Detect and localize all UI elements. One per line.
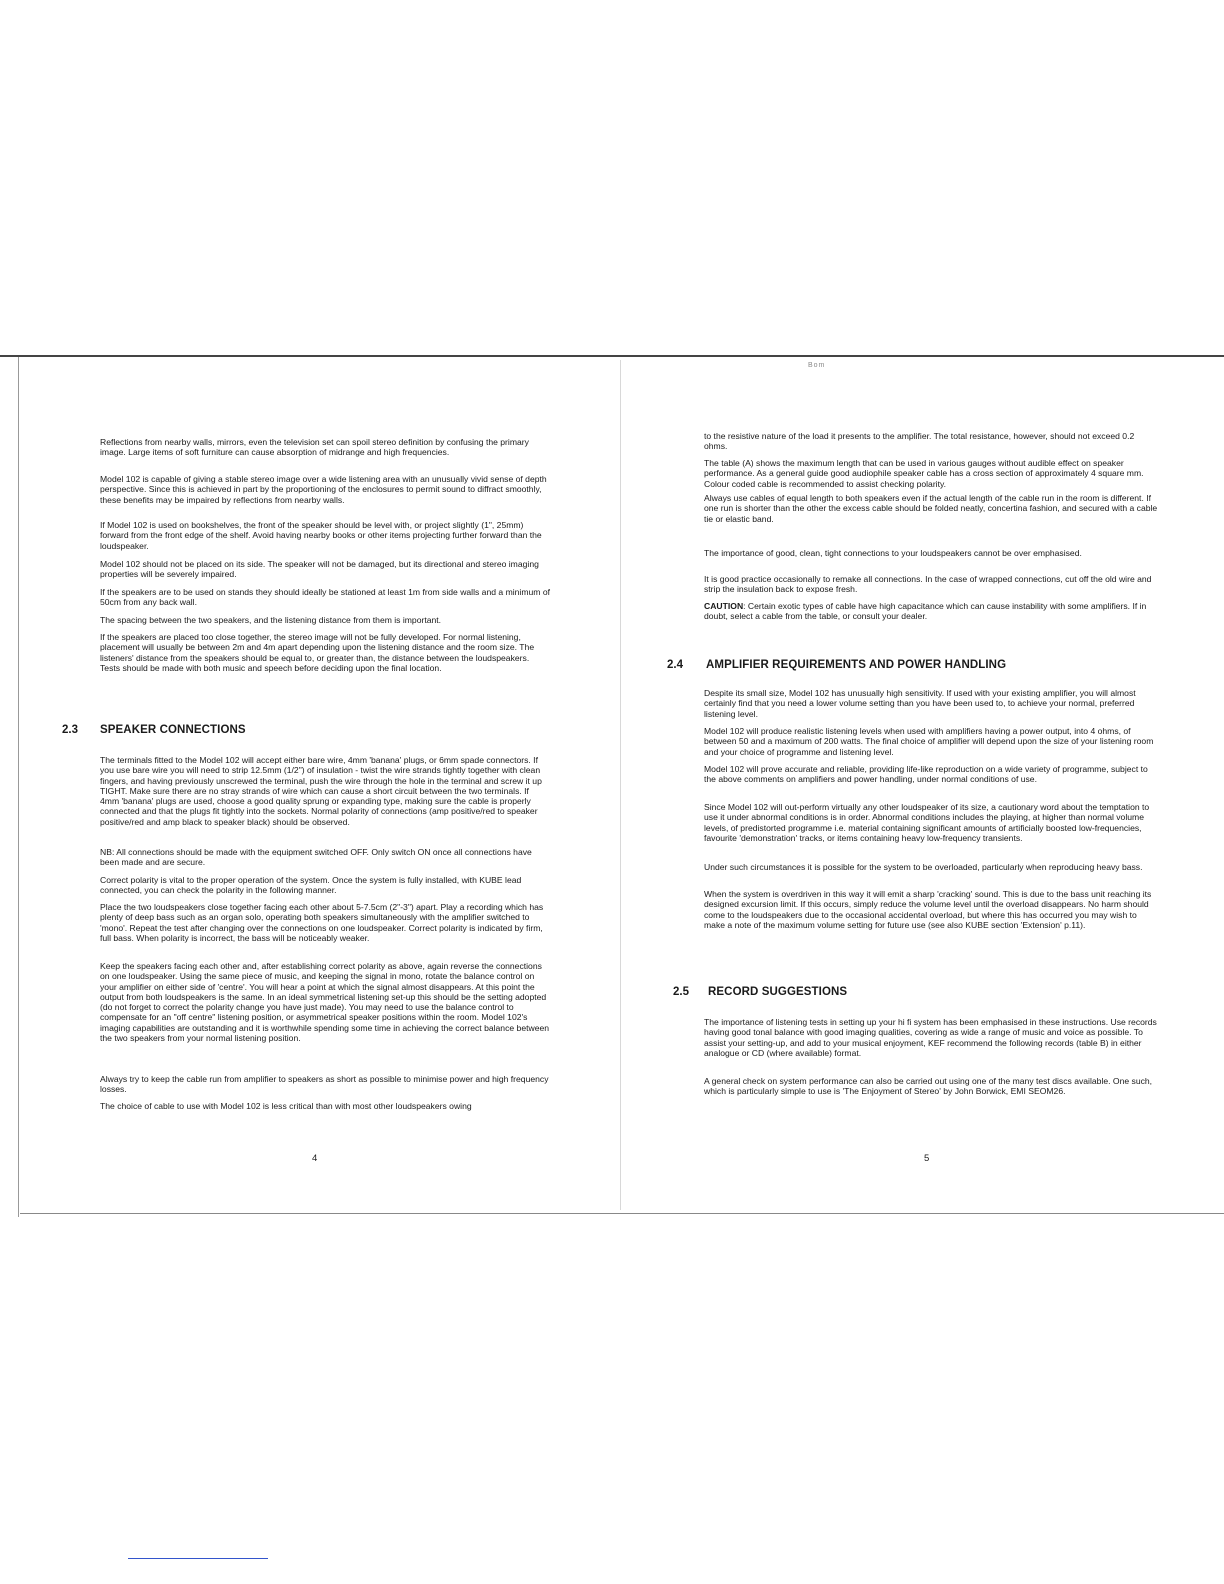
caution-label: CAUTION (704, 601, 744, 611)
paragraph-terminals: The terminals fitted to the Model 102 will accept either bare wire, 4mm 'banana' plugs, or 6mm spade connectors. If you use bare wire you will need to strip 12.5mm (1/2") of insulation - twist the wire strands tightly together with clean fingers, and having previously unscrewed the terminal, push the wire through the hole in the terminal and screw it up TIGHT. Make sure there are no stray strands of wire which can cause a short circuit between the two terminals. If 4mm 'banana' plugs are used, choose a good quality sprung or expanding type, making sure the cable is properly connected and that the plugs fit tightly into the sockets. Normal polarity of connections (amp positive/red to speaker positive/red and amp black to speaker black) should be observed. (100, 755, 542, 827)
section-number-2-5: 2.5 (673, 986, 689, 998)
paragraph-balance: Keep the speakers facing each other and, after establishing correct polarity as above, again reverse the connections on one loudspeaker. Using the same piece of music, and keeping the signal in mono, rotate the balance control on your amplifier on either side of 'centre'. You will hear a point at which the signal almost disappears. At this point the output from both loudspeakers is the same. In an ideal symmetrical listening set-up this should be the setting adopted (do not forget to correct the polarity change you have just made). You may need to use the balance control to compensate for an "off centre" listening position, or asymmetrical speaker positions within the room. Model 102's imaging capabilities are outstanding and it is worthwhile spending some time in achieving the correct balance between the two speakers from your normal listening position. (100, 961, 550, 1044)
paragraph-spacing: The spacing between the two speakers, and the listening distance from them is important. (100, 615, 442, 625)
paragraph-cable-run: Always try to keep the cable run from amplifier to speakers as short as possible to minimise power and high frequency losses. (100, 1074, 549, 1095)
paragraph-too-close: If the speakers are placed too close together, the stereo image will not be fully developed. For normal listening, placement will usually be between 2m and 4m apart depending upon the listening distance and the room size. The listeners' distance from the speakers should be equal to, or greater than, the distance between the loudspeakers. Tests should be made with both music and speech before deciding upon the final location. (100, 632, 535, 673)
section-title-amplifier-requirements: AMPLIFIER REQUIREMENTS AND POWER HANDLING (706, 659, 1007, 671)
paragraph-side-placement: Model 102 should not be placed on its side. The speaker will not be damaged, but its directional and stereo imaging properties will be severely impaired. (100, 559, 539, 580)
page-number-right: 5 (924, 1153, 930, 1164)
paragraph-overdriven: When the system is overdriven in this way it will emit a sharp 'cracking' sound. This is due to the bass unit reaching its designed excursion limit. If this occurs, simply reduce the volume level until the overload disappears. No harm should come to the loudspeakers due to the occasional accidental overload, but where this has occurred you may wish to make a note of the maximum volume setting for future use (see also KUBE section 'Extension' p.11). (704, 889, 1152, 930)
paragraph-table-a: The table (A) shows the maximum length that can be used in various gauges without audible effect on speaker performance. As a general guide good audiophile speaker cable has a cross section of approximately 4 square mm. Colour coded cable is recommended to assist checking polarity. (704, 458, 1144, 489)
footer-line (128, 1558, 268, 1559)
paragraph-test-discs: A general check on system performance can also be carried out using one of the many test discs available. One such, which is particularly simple to use is 'The Enjoyment of Stereo' by John Borwick, EMI SEOM26. (704, 1076, 1153, 1097)
paragraph-listening-tests: The importance of listening tests in setting up your hi fi system has been emphasised in these instructions. Use records having good tonal balance with good imaging qualities, covering as wide a range of music and voice as possible. To assist your setting-up, and add to your musical enjoyment, KEF recommend the following records (table B) in either analogue or CD (where available) format. (704, 1017, 1157, 1058)
top-scan-rule (0, 355, 1224, 357)
section-number-2-4: 2.4 (667, 659, 683, 671)
paragraph-power-output: Model 102 will produce realistic listening levels when used with amplifiers having a power output, into 4 ohms, of between 50 and a maximum of 200 watts. The final choice of amplifier will depend upon the size of your listening room and your choice of programme and listening level. (704, 726, 1154, 757)
paragraph-resistance: to the resistive nature of the load it presents to the amplifier. The total resistance, however, should not exceed 0.2 ohms. (704, 431, 1135, 452)
section-number-2-3: 2.3 (62, 724, 78, 736)
paragraph-abnormal-conditions: Since Model 102 will out-perform virtually any other loudspeaker of its size, a cautionary word about the temptation to use it under abnormal conditions is in order. Abnormal conditions includes the playing, at higher than normal volume levels, of predistorted programme i.e. material containing significant amounts of artificially boosted low-frequencies, favourite 'demonstration' tracks, or items containing heavy low-frequency transients. (704, 802, 1150, 843)
paragraph-cable-choice: The choice of cable to use with Model 102 is less critical than with most other loudspeakers owing (100, 1101, 472, 1111)
paragraph-stereo-image: Model 102 is capable of giving a stable stereo image over a wide listening area with an unusually vivid sense of depth perspective. Since this is achieved in part by the proportioning of the enclosures to permit sound to diffract smoothly, these benefits may be impaired by reflections from nearby walls. (100, 474, 547, 505)
paragraph-reliability: Model 102 will prove accurate and reliable, providing life-like reproduction on a wide variety of programme, subject to the above comments on amplifiers and power handling, under normal conditions of use. (704, 764, 1148, 785)
bottom-scan-rule (20, 1213, 1224, 1214)
section-title-speaker-connections: SPEAKER CONNECTIONS (100, 724, 246, 736)
paragraph-polarity: Correct polarity is vital to the proper operation of the system. Once the system is fully installed, with KUBE lead connected, you can check the polarity in the following manner. (100, 875, 522, 896)
paragraph-bookshelves: If Model 102 is used on bookshelves, the front of the speaker should be level with, or project slightly (1", 25mm) forward from the front edge of the shelf. Avoid having nearby books or other items projecting further forward than the loudspeaker. (100, 520, 542, 551)
caution-text: : Certain exotic types of cable have high capacitance which can cause instability with some amplifiers. If in doubt, select a cable from the table, or consult your dealer. (704, 601, 1147, 622)
paragraph-remake-connections: It is good practice occasionally to remake all connections. In the case of wrapped connections, cut off the old wire and strip the insulation back to expose fresh. (704, 574, 1152, 595)
paragraph-reflections: Reflections from nearby walls, mirrors, even the television set can spoil stereo definition by confusing the primary image. Large items of soft furniture can cause absorption of midrange and high frequencies. (100, 437, 529, 458)
paragraph-equal-length: Always use cables of equal length to both speakers even if the actual length of the cable run in the room is different. If one run is shorter than the other the excess cable should be folded neatly, concertina fashion, and secured with a cable tie or elastic band. (704, 493, 1158, 524)
paragraph-caution (704, 601, 1160, 622)
scan-mark: Bom (808, 362, 826, 369)
paragraph-overload: Under such circumstances it is possible for the system to be overloaded, particularly when reproducing heavy bass. (704, 862, 1143, 872)
paragraph-stands: If the speakers are to be used on stands they should ideally be stationed at least 1m from side walls and a minimum of 50cm from any back wall. (100, 587, 550, 608)
section-title-record-suggestions: RECORD SUGGESTIONS (708, 986, 848, 998)
paragraph-connections-importance: The importance of good, clean, tight connections to your loudspeakers cannot be over emphasised. (704, 548, 1082, 558)
paragraph-sensitivity: Despite its small size, Model 102 has unusually high sensitivity. If used with your existing amplifier, you will almost certainly find that you need a lower volume setting than you have been used to, to achieve your normal, preferred listening level. (704, 688, 1136, 719)
paragraph-nb-switch-off: NB: All connections should be made with the equipment switched OFF. Only switch ON once all connections have been made and are secure. (100, 847, 532, 868)
paragraph-polarity-test: Place the two loudspeakers close together facing each other about 5-7.5cm (2"-3") apart. Play a recording which has plenty of deep bass such as an organ solo, operating both speakers simultaneously with the amplifier switched to 'mono'. Repeat the test after changing over the connections on one loudspeaker. Correct polarity is indicated by firm, full bass. When polarity is incorrect, the bass will be noticeably weaker. (100, 902, 544, 943)
page-number-left: 4 (312, 1153, 318, 1164)
page-gutter (620, 360, 621, 1210)
left-scan-edge (18, 357, 19, 1217)
